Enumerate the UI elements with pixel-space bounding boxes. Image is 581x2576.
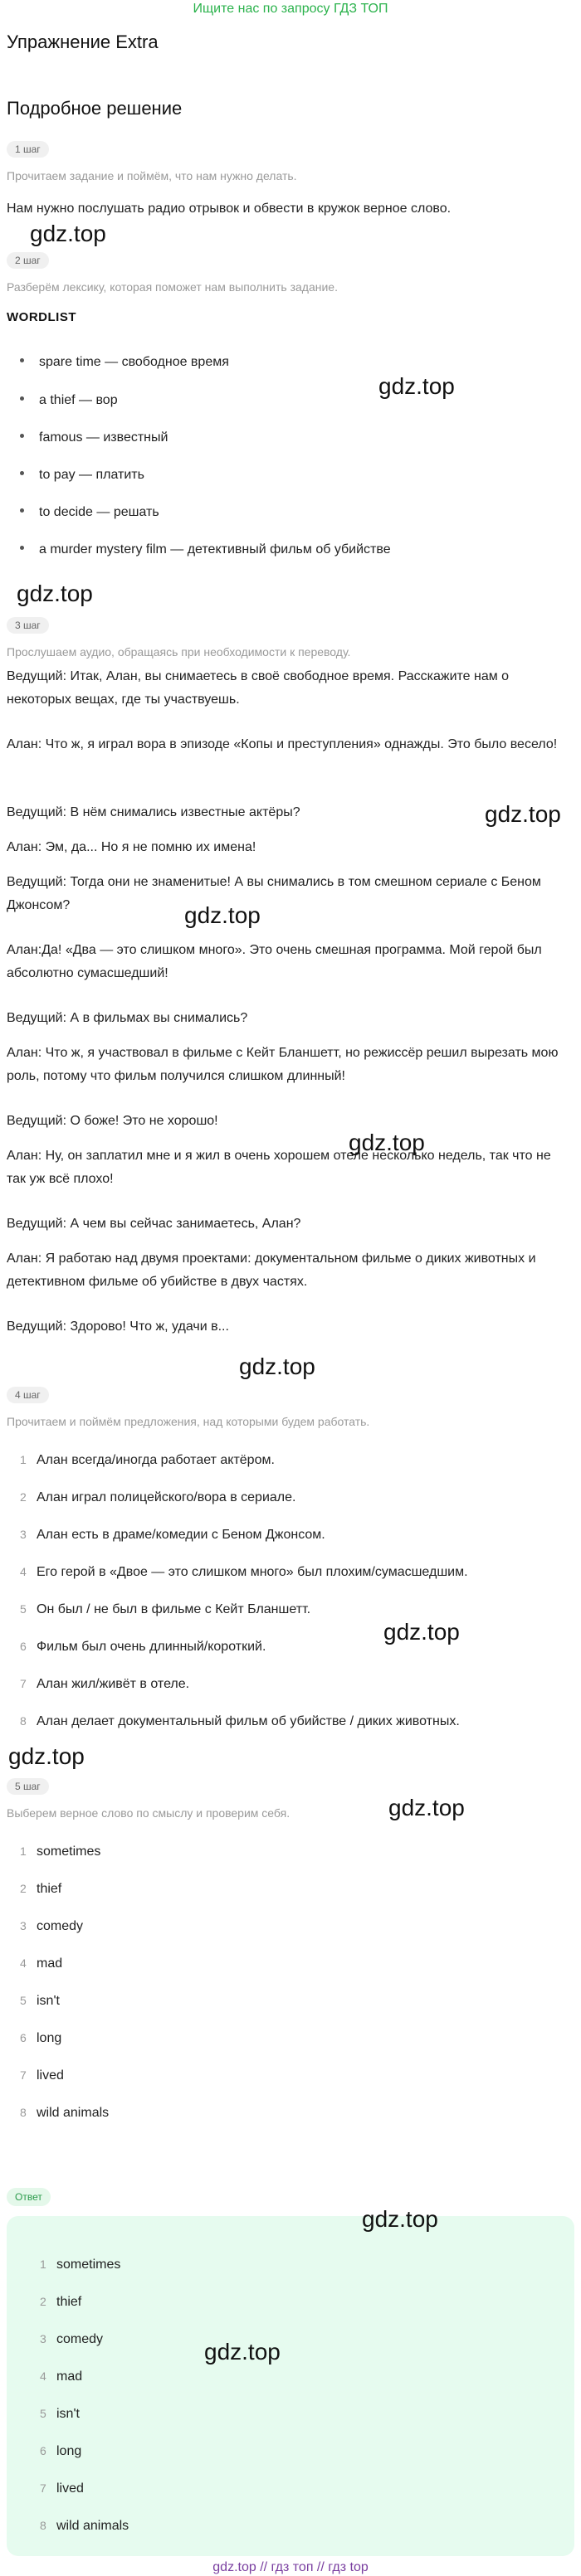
dialogue-line: Алан: Я работаю над двумя проектами: документальном фильме о диких животных и детективном фильме об убийстве в двух частях. bbox=[7, 1252, 536, 1289]
list-item: 2 thief bbox=[20, 1882, 62, 1896]
watermark: gdz.top bbox=[362, 2206, 438, 2232]
watermark: gdz.top bbox=[485, 801, 561, 827]
answer-item: 1 sometimes bbox=[40, 2258, 121, 2272]
dialogue-line: Ведущий: Здорово! Что ж, удачи в... bbox=[7, 1320, 229, 1334]
list-item: a thief — вор bbox=[20, 393, 118, 408]
list-item: 5 Он был / не был в фильме с Кейт Бланшетт. bbox=[20, 1602, 311, 1616]
list-item: 7 Алан жил/живёт в отеле. bbox=[20, 1677, 190, 1691]
watermark: gdz.top bbox=[349, 1130, 425, 1155]
watermark: gdz.top bbox=[388, 1795, 465, 1820]
bullet-dot-icon bbox=[20, 358, 24, 362]
bullet-dot-icon bbox=[20, 396, 24, 401]
step-badge-5: 5 шаг bbox=[7, 1778, 49, 1795]
footer-links[interactable]: gdz.top // гдз топ // гдз top bbox=[212, 2560, 369, 2574]
dialogue-line: Алан:Да! «Два — это слишком много». Это очень смешная программа. Мой герой был абсолютно сумасшедший! bbox=[7, 943, 542, 980]
step-hint-2: Разберём лексику, которая поможет нам выполнить задание. bbox=[7, 280, 338, 294]
list-item: 1 Алан всегда/иногда работает актёром. bbox=[20, 1453, 275, 1467]
dialogue-line: Ведущий: А в фильмах вы снимались? bbox=[7, 1011, 248, 1025]
list-item: 4 mad bbox=[20, 1956, 63, 1971]
answer-item: 5 isn't bbox=[40, 2407, 80, 2421]
list-item: 7 lived bbox=[20, 2068, 64, 2083]
bullet-dot-icon bbox=[20, 434, 24, 438]
step-hint-4: Прочитаем и поймём предложения, над которыми будем работать. bbox=[7, 1415, 370, 1428]
watermark: gdz.top bbox=[204, 2339, 281, 2365]
watermark: gdz.top bbox=[30, 221, 106, 246]
bullet-dot-icon bbox=[20, 471, 24, 475]
list-item: to pay — платить bbox=[20, 468, 144, 483]
dialogue-line: Ведущий: Тогда они не знаменитые! А вы снимались в том смешном сериале с Беном Джонсом? bbox=[7, 875, 541, 912]
answer-item: 4 mad bbox=[40, 2369, 83, 2384]
list-item: 5 isn't bbox=[20, 1994, 60, 2008]
list-item: 4 Его герой в «Двое — это слишком много» был плохим/сумасшедшим. bbox=[20, 1565, 468, 1579]
bullet-dot-icon bbox=[20, 546, 24, 550]
list-item: 3 Алан есть в драме/комедии с Беном Джонсом. bbox=[20, 1528, 325, 1542]
section-title: Подробное решение bbox=[7, 98, 183, 119]
answer-item: 6 long bbox=[40, 2444, 82, 2458]
step-badge-1: 1 шаг bbox=[7, 141, 49, 158]
answer-item: 2 thief bbox=[40, 2295, 82, 2309]
dialogue-line: Алан: Ну, он заплатил мне и я жил в очень хорошем отеле несколько недель, так что не так уж всё плохо! bbox=[7, 1149, 551, 1186]
wordlist-title: WORDLIST bbox=[7, 310, 76, 324]
step-badge-2: 2 шаг bbox=[7, 252, 49, 269]
list-item: to decide — решать bbox=[20, 505, 159, 520]
bullet-dot-icon bbox=[20, 508, 24, 513]
answer-badge: Ответ bbox=[7, 2188, 51, 2206]
dialogue-line: Ведущий: А чем вы сейчас занимаетесь, Алан? bbox=[7, 1217, 301, 1231]
list-item: 6 long bbox=[20, 2031, 62, 2045]
dialogue-line: Алан: Что ж, я участвовал в фильме с Кейт Бланшетт, но режиссёр решил вырезать мою роль, потому что фильм получился слишком длинный! bbox=[7, 1046, 559, 1083]
watermark: gdz.top bbox=[8, 1743, 85, 1769]
answer-item: 7 lived bbox=[40, 2481, 84, 2496]
dialogue-line: Ведущий: Итак, Алан, вы снимаетесь в своё свободное время. Расскажите нам о некоторых вещах, где ты участвуешь. bbox=[7, 669, 510, 707]
step-hint-1: Прочитаем задание и поймём, что нам нужно делать. bbox=[7, 169, 297, 182]
step-hint-3: Прослушаем аудио, обращаясь при необходимости к переводу. bbox=[7, 645, 351, 659]
answer-item: 3 comedy bbox=[40, 2332, 104, 2346]
list-item: 8 wild animals bbox=[20, 2106, 110, 2120]
watermark: gdz.top bbox=[239, 1354, 315, 1379]
dialogue-line: Алан: Эм, да... Но я не помню их имена! bbox=[7, 840, 256, 854]
search-banner[interactable]: Ищите нас по запросу ГДЗ ТОП bbox=[193, 2, 388, 16]
list-item: 2 Алан играл полицейского/вора в сериале. bbox=[20, 1490, 296, 1504]
watermark: gdz.top bbox=[378, 373, 455, 399]
list-item: a murder mystery film — детективный фильм об убийстве bbox=[20, 542, 391, 557]
watermark: gdz.top bbox=[383, 1619, 460, 1645]
answer-item: 8 wild animals bbox=[40, 2519, 129, 2533]
dialogue-line: Ведущий: В нём снимались известные актёры? bbox=[7, 805, 300, 819]
step-badge-4: 4 шаг bbox=[7, 1387, 49, 1403]
step-hint-5: Выберем верное слово по смыслу и проверим себя. bbox=[7, 1806, 290, 1820]
list-item: 8 Алан делает документальный фильм об убийстве / диких животных. bbox=[20, 1714, 460, 1728]
list-item: 1 sometimes bbox=[20, 1845, 101, 1859]
step-text-1: Нам нужно послушать радио отрывок и обвести в кружок верное слово. bbox=[7, 202, 452, 216]
list-item: spare time — свободное время bbox=[20, 355, 229, 370]
page-title: Упражнение Extra bbox=[7, 32, 159, 52]
list-item: 3 comedy bbox=[20, 1919, 84, 1933]
watermark: gdz.top bbox=[184, 902, 261, 928]
dialogue-line: Алан: Что ж, я играл вора в эпизоде «Копы и преступления» однажды. Это было весело! bbox=[7, 737, 558, 751]
step-badge-3: 3 шаг bbox=[7, 617, 49, 634]
list-item: famous — известный bbox=[20, 430, 168, 445]
watermark: gdz.top bbox=[17, 581, 93, 606]
list-item: 6 Фильм был очень длинный/короткий. bbox=[20, 1640, 266, 1654]
dialogue-line: Ведущий: О боже! Это не хорошо! bbox=[7, 1114, 218, 1128]
